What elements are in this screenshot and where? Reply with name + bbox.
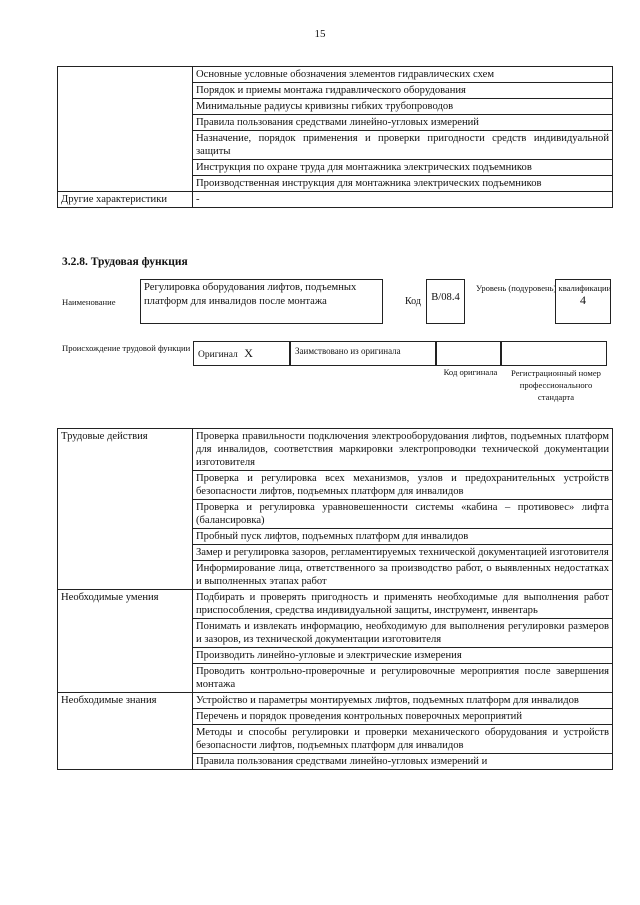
table-cell: Проверка и регулировка всех механизмов, узлов и предохранительных устройств безопасности лифтов, подъемных платформ для инвалидов — [193, 471, 613, 500]
other-characteristics-label: Другие характеристики — [58, 192, 193, 208]
original-code-cell — [436, 341, 501, 366]
table-cell: Минимальные радиусы кривизны гибких трубопроводов — [193, 99, 613, 115]
table-cell: Основные условные обозначения элементов гидравлических схем — [193, 67, 613, 83]
section-heading: 3.2.8. Трудовая функция — [62, 256, 188, 268]
original-cell — [193, 341, 290, 366]
labor-actions-label: Трудовые действия — [58, 429, 193, 590]
origin-label: Происхождение трудовой функции — [62, 343, 191, 353]
table-cell: Проводить контрольно-проверочные и регулировочные мероприятия после завершения монтажа — [193, 664, 613, 693]
other-characteristics-value: - — [193, 192, 613, 208]
borrowed-cell: Заимствовано из оригинала — [290, 341, 436, 366]
original-label: Оригинал — [198, 350, 238, 360]
table-cell: Понимать и извлекать информацию, необходимую для выполнения регулировки размеров и зазоров, из технической документации изготовителя — [193, 619, 613, 648]
table-cell: Порядок и приемы монтажа гидравлического оборудования — [193, 83, 613, 99]
name-label: Наименование — [62, 297, 116, 307]
table-cell: Перечень и порядок проведения контрольных поверочных мероприятий — [193, 709, 613, 725]
table-cell: Информирование лица, ответственного за производство работ, о выявленных недостатках и выполненных этапах работ — [193, 561, 613, 590]
code-label: Код — [405, 296, 421, 307]
table-cell: Пробный пуск лифтов, подъемных платформ для инвалидов — [193, 529, 613, 545]
function-name-value: Регулировка оборудования лифтов, подъемных платформ для инвалидов после монтажа — [140, 279, 383, 324]
qualification-level-value: 4 — [555, 279, 611, 324]
registration-number-cell — [501, 341, 607, 366]
table-cell: Устройство и параметры монтируемых лифтов, подъемных платформ для инвалидов — [193, 693, 613, 709]
required-knowledge-label: Необходимые знания — [58, 693, 193, 770]
table-cell: Проверка правильности подключения электрооборудования лифтов, подъемных платформ для инвалидов, соответствия маркировки электропроводки технической документации изготовителя — [193, 429, 613, 471]
code-value: В/08.4 — [426, 279, 465, 324]
labor-function-table — [57, 428, 613, 770]
table-cell: Подбирать и проверять пригодность и применять необходимые для выполнения работ приспособления, средства индивидуальной защиты, инструмент, инвентарь — [193, 590, 613, 619]
table-cell: Методы и способы регулировки и проверки механического оборудования и устройств безопасности лифтов, подъемных платформ для инвалидов — [193, 725, 613, 754]
table-cell: Проверка и регулировка уравновешенности системы «кабина – противовес» лифта (балансировка) — [193, 500, 613, 529]
table-cell: Правила пользования средствами линейно-угловых измерений и — [193, 754, 613, 770]
origin-row — [193, 341, 607, 366]
table-cell: Производить линейно-угловые и электрические измерения — [193, 648, 613, 664]
table-cell: Правила пользования средствами линейно-угловых измерений — [193, 115, 613, 131]
registration-number-caption: Регистрационный номер профессионального стандарта — [511, 368, 601, 402]
table-cell: Инструкция по охране труда для монтажника электрических подъемников — [193, 160, 613, 176]
table-cell: Замер и регулировка зазоров, регламентируемых технической документацией изготовителя — [193, 545, 613, 561]
table-cell: Назначение, порядок применения и проверки пригодности средств индивидуальной защиты — [193, 131, 613, 160]
continued-requirements-table — [57, 66, 613, 208]
required-skills-label: Необходимые умения — [58, 590, 193, 693]
qualification-level-label: Уровень (подуровень) квалификации — [476, 283, 612, 293]
page-number: 15 — [314, 28, 326, 40]
empty-label-cell — [58, 67, 193, 192]
original-mark: X — [244, 346, 253, 360]
original-code-caption: Код оригинала — [443, 367, 498, 377]
table-cell: Производственная инструкция для монтажника электрических подъемников — [193, 176, 613, 192]
